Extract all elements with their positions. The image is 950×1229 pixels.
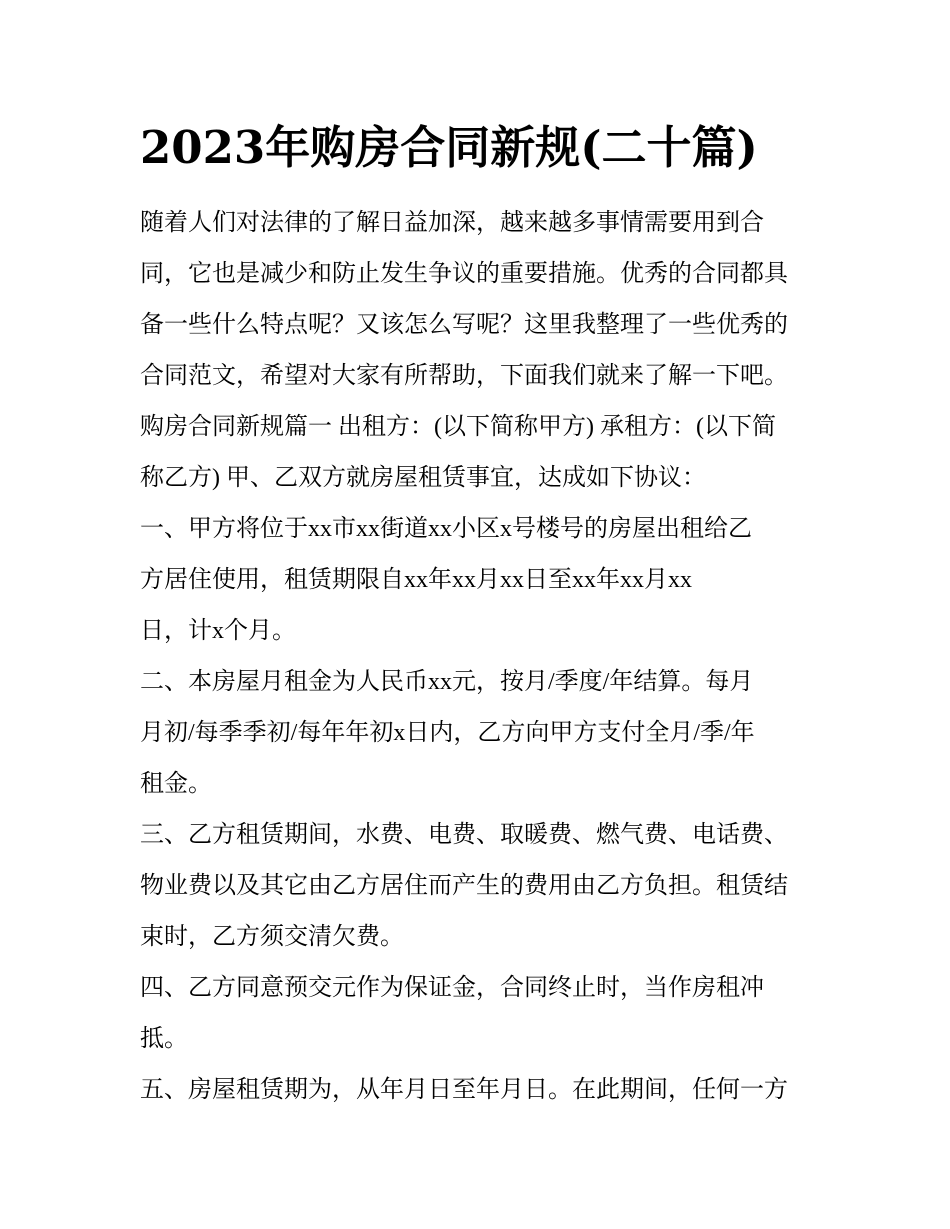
- body-line: 随着人们对法律的了解日益加深，越来越多事情需要用到合: [140, 210, 764, 236]
- body-line: 方居住使用，租赁期限自xx年xx月xx日至xx年xx月xx: [140, 567, 692, 593]
- document-body: [140, 198, 820, 1116]
- body-line: 备一些什么特点呢？又该怎么写呢？这里我整理了一些优秀的: [140, 312, 788, 338]
- document-title: 2023年购房合同新规(二十篇): [140, 121, 758, 174]
- body-line: 一、甲方将位于xx市xx街道xx小区x号楼号的房屋出租给乙: [140, 516, 752, 542]
- body-line: 抵。: [140, 1026, 188, 1052]
- body-line: 日，计x个月。: [140, 618, 296, 644]
- body-line: 三、乙方租赁期间，水费、电费、取暖费、燃气费、电话费、: [140, 822, 788, 848]
- body-line: 租金。: [140, 771, 212, 797]
- body-line: 合同范文，希望对大家有所帮助，下面我们就来了解一下吧。: [140, 363, 788, 389]
- body-line: 五、房屋租赁期为，从年月日至年月日。在此期间，任何一方: [140, 1077, 788, 1103]
- body-line: 月初/每季季初/每年年初x日内，乙方向甲方支付全月/季/年: [140, 720, 755, 746]
- body-line: 物业费以及其它由乙方居住而产生的费用由乙方负担。租赁结: [140, 873, 788, 899]
- body-line: 四、乙方同意预交元作为保证金，合同终止时，当作房租冲: [140, 975, 764, 1001]
- body-line: 购房合同新规篇一 出租方：(以下简称甲方) 承租方：(以下简: [140, 414, 776, 440]
- body-line: 二、本房屋月租金为人民币xx元，按月/季度/年结算。每月: [140, 669, 754, 695]
- body-line: 同，它也是减少和防止发生争议的重要措施。优秀的合同都具: [140, 261, 788, 287]
- body-line: 称乙方) 甲、乙双方就房屋租赁事宜，达成如下协议：: [140, 465, 706, 491]
- body-line: 束时，乙方须交清欠费。: [140, 924, 404, 950]
